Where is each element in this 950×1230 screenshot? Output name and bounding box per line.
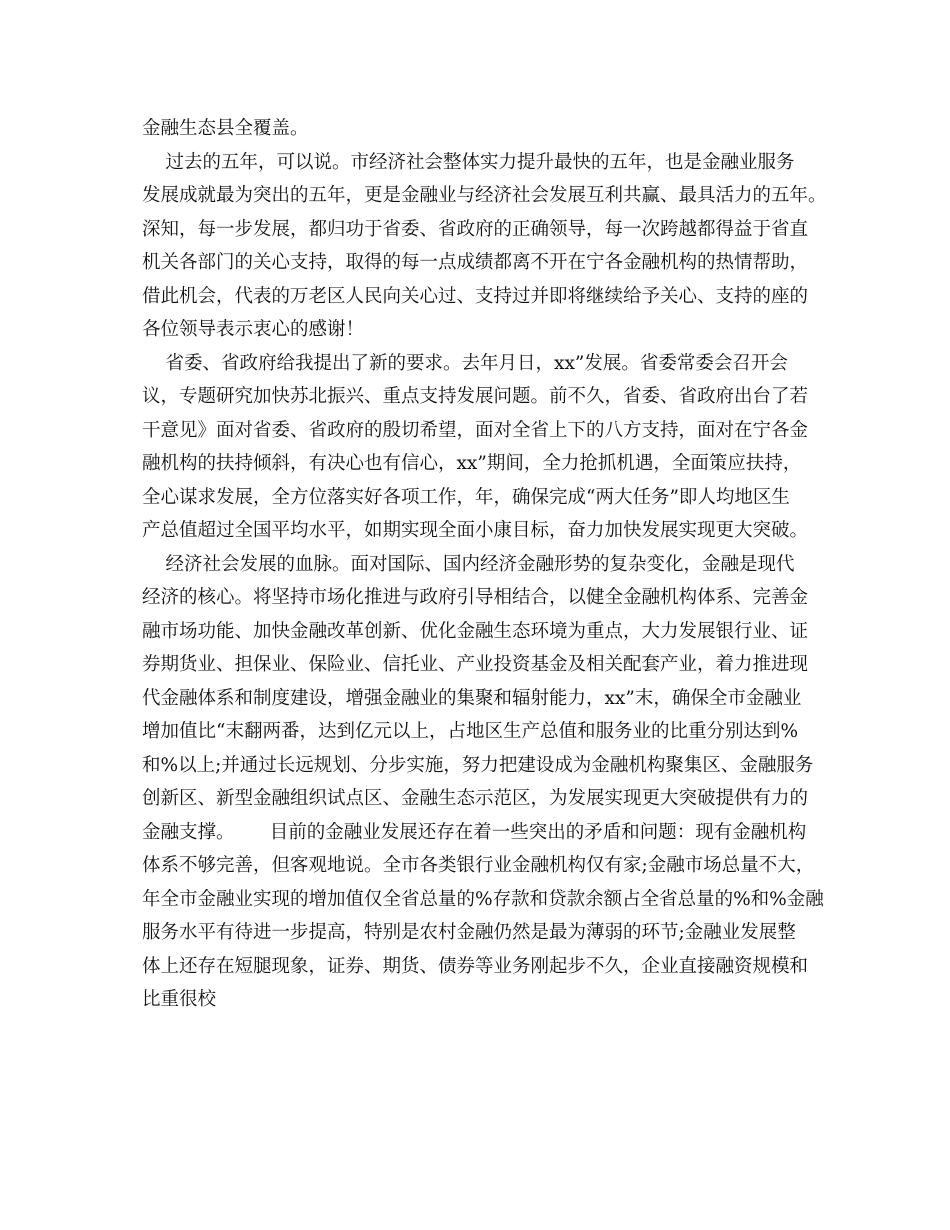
text-line: 深知，每一步发展，都归功于省委、省政府的正确领导，每一次跨越都得益于省直 [142, 218, 809, 240]
text-line: 过去的五年，可以说。市经济社会整体实力提升最快的五年，也是金融业服务 [142, 151, 795, 173]
text-line: 金融生态县全覆盖。 [142, 118, 309, 139]
text-line: 产总值超过全国平均水平，如期实现全面小康目标，奋力加快发展实现更大突破。 [142, 520, 809, 541]
text-line: 融机构的扶持倾斜，有决心也有信心，xx”期间，全力抢抓机遇，全面策应扶持， [142, 453, 802, 474]
text-line: 融市场功能、加快金融改革创新、优化金融生态环境为重点，大力发展银行业、证 [142, 620, 809, 642]
text-line: 经济的核心。将坚持市场化推进与政府引导相结合，以健全金融机构体系、完善金 [142, 587, 809, 608]
text-line: 券期货业、担保业、保险业、信托业、产业投资基金及相关配套产业，着力推进现 [142, 654, 809, 675]
body-text [142, 112, 827, 1017]
text-line: 议，专题研究加快苏北振兴、重点支持发展问题。前不久，省委、省政府出台了若 [142, 386, 809, 407]
text-line: 增加值比“末翻两番，达到亿元以上，占地区生产总值和服务业的比重分别达到% [142, 721, 799, 742]
text-line: 经济社会发展的血脉。面对国际、国内经济金融形势的复杂变化，金融是现代 [142, 553, 795, 575]
text-line: 体上还存在短腿现象，证券、期货、债券等业务刚起步不久，企业直接融资规模和 [142, 955, 809, 977]
text-line: 省委、省政府给我提出了新的要求。去年月日，xx”发展。省委常委会召开会 [142, 352, 788, 374]
text-line: 创新区、新型金融组织试点区、金融生态示范区，为发展实现更大突破提供有力的 [142, 788, 809, 809]
text-line: 干意见》面对省委、省政府的殷切希望，面对全省上下的八方支持，面对在宁各金 [142, 419, 809, 441]
text-line: 体系不够完善，但客观地说。全市各类银行业金融机构仅有家;金融市场总量不大， [142, 855, 815, 876]
text-line: 金融支撑。 目前的金融业发展还存在着一些突出的矛盾和问题：现有金融机构 [142, 821, 807, 843]
text-line: 全心谋求发展，全方位落实好各项工作，年，确保完成“两大任务”即人均地区生 [142, 486, 790, 508]
text-line: 比重很校 [142, 989, 217, 1010]
text-line: 借此机会，代表的万老区人民向关心过、支持过并即将继续给予关心、支持的座的 [142, 285, 809, 307]
text-line: 服务水平有待进一步提高，特别是农村金融仍然是最为薄弱的环节;金融业发展整 [142, 922, 796, 943]
text-line: 发展成就最为突出的五年，更是金融业与经济社会发展互利共赢、最具活力的五年。 [142, 185, 827, 206]
text-line: 机关各部门的关心支持，取得的每一点成绩都离不开在宁各金融机构的热情帮助， [142, 252, 809, 273]
text-line: 代金融体系和制度建设，增强金融业的集聚和辐射能力，xx”末，确保全市金融业 [142, 687, 802, 709]
text-line: 各位领导表示衷心的感谢！ [142, 319, 365, 340]
text-line: 年全市金融业实现的增加值仅全省总量的%存款和贷款余额占全省总量的%和%金融 [142, 888, 824, 910]
text-line: 和%以上;并通过长远规划、分步实施，努力把建设成为金融机构聚集区、金融服务 [142, 754, 814, 776]
